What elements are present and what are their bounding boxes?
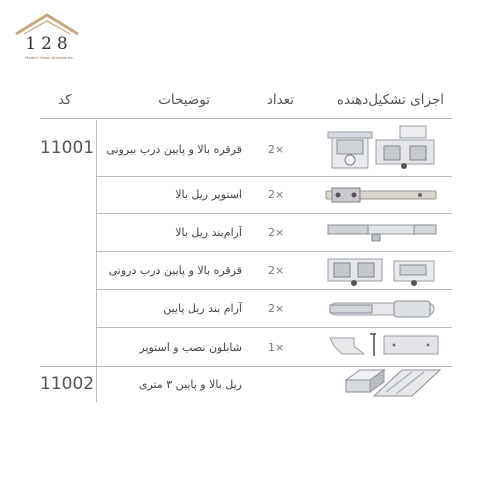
inner-door-roller-icon bbox=[324, 253, 440, 287]
row-qty: 1× bbox=[268, 341, 285, 354]
product-code: 11002 bbox=[40, 374, 95, 394]
top-rail-stopper-icon bbox=[324, 184, 440, 206]
row-description: ریل بالا و پایین ۳ متری bbox=[138, 378, 242, 391]
row-description: آرام‌بند ریل بالا bbox=[175, 226, 242, 239]
template-stopper-icon bbox=[324, 330, 444, 362]
logo-tagline: Modern Home Accessories bbox=[25, 56, 73, 60]
code-column-divider bbox=[96, 120, 97, 402]
row-qty: 2× bbox=[268, 188, 285, 201]
top-rail-damper-icon bbox=[324, 220, 440, 244]
row-divider bbox=[96, 327, 452, 328]
row-qty: 2× bbox=[268, 143, 285, 156]
outer-door-roller-icon bbox=[324, 122, 444, 174]
header-count: تعداد bbox=[266, 92, 294, 108]
rails-3m-icon bbox=[340, 366, 444, 400]
row-qty: 2× bbox=[268, 226, 285, 239]
header-description: توضیحات bbox=[158, 92, 210, 108]
bottom-rail-damper-icon bbox=[324, 296, 440, 322]
product-code: 11001 bbox=[40, 138, 95, 158]
row-divider bbox=[96, 289, 452, 290]
row-description: شابلون نصب و استوپر bbox=[139, 341, 242, 354]
row-divider bbox=[96, 213, 452, 214]
row-description: آرام بند ریل پایین bbox=[163, 302, 242, 315]
logo-number: 128 bbox=[25, 34, 73, 54]
row-divider bbox=[96, 251, 452, 252]
row-qty: 2× bbox=[268, 302, 285, 315]
row-description: استوپر ریل بالا bbox=[175, 188, 242, 201]
row-description: قرقره بالا و پایین درب درونی bbox=[108, 264, 242, 277]
brand-logo bbox=[14, 12, 80, 60]
row-divider bbox=[96, 176, 452, 177]
row-qty: 2× bbox=[268, 264, 285, 277]
row-description: قرقره بالا و پایین درب بیرونی bbox=[106, 143, 242, 156]
header-code: کد bbox=[58, 92, 72, 108]
header-divider bbox=[40, 118, 452, 119]
header-parts: اجزای تشکیل‌دهنده bbox=[336, 92, 444, 108]
